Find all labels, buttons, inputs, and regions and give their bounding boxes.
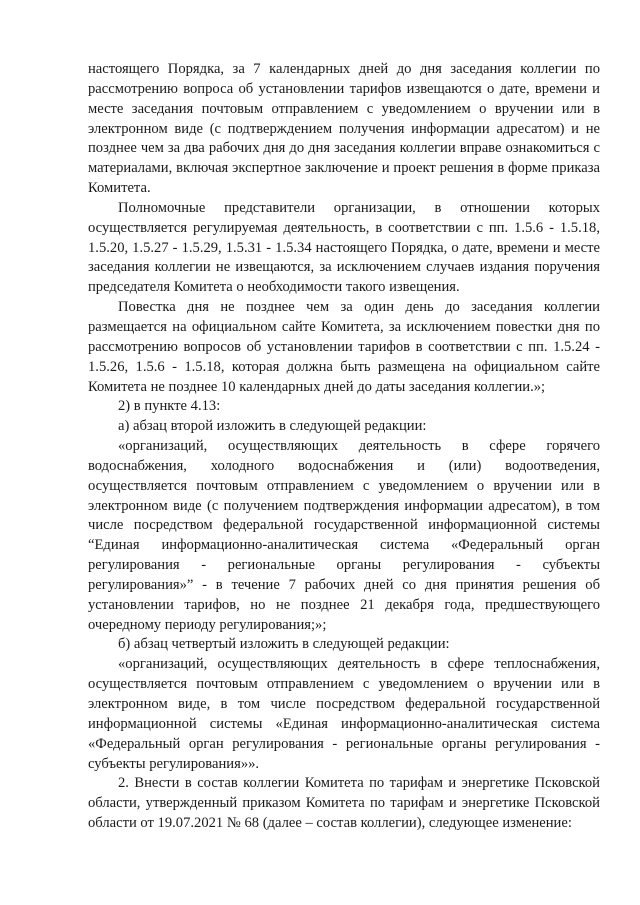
- paragraph-collegium-composition: 2. Внести в состав коллегии Комитета по тарифам и энергетике Псковской области, утвержденный приказом Комитета по тарифам и энергетике Псковской области от 19.07.2021 № 68 (далее – состав коллегии), следующее изменение:: [88, 775, 600, 832]
- paragraph-water-supply-quote: «организаций, осуществляющих деятельность в сфере горячего водоснабжения, холодного водоснабжения и (или) водоотведения, осуществляется почтовым отправлением с уведомлением о вручении или в электронном виде (с получением подтверждения информации адресатом), в том числе посредством федеральной государственной информационной системы “Единая информационно-аналитическая система «Федеральный орган регулирования - региональные органы регулирования - субъекты регулирования»” - в течение 7 рабочих дней со дня принятия решения об установлении тарифов, но не позднее 21 декабря года, предшествующего очередному периоду регулирования;»;: [88, 438, 600, 633]
- paragraph-notice-procedure: настоящего Порядка, за 7 календарных дней до дня заседания коллегии по рассмотрению вопроса об установлении тарифов извещаются о дате, времени и месте заседания почтовым отправлением с уведомлением о вручении или в электронном виде (с подтверждением получения информации адресатом) и не позднее чем за два рабочих дня до дня заседания коллегии вправе ознакомиться с материалами, включая экспертное заключение и проект решения в форме приказа Комитета.: [88, 61, 600, 197]
- paragraph-agenda: Повестка дня не позднее чем за один день до заседания коллегии размещается на официальном сайте Комитета, за исключением повестки дня по рассмотрению вопросов об установлении тарифов в соответствии с пп. 1.5.24 - 1.5.26, 1.5.6 - 1.5.18, которая должна быть размещена на официальном сайте Комитета не позднее 10 календарных дней до даты заседания коллегии.»;: [88, 299, 600, 395]
- paragraph-item-4-13: 2) в пункте 4.13:: [118, 398, 221, 415]
- document-page: [88, 60, 600, 834]
- paragraph-subitem-a: а) абзац второй изложить в следующей редакции:: [118, 418, 427, 435]
- paragraph-authorized-representatives: Полномочные представители организации, в отношении которых осуществляется регулируемая деятельность, в соответствии с пп. 1.5.6 - 1.5.18, 1.5.20, 1.5.27 - 1.5.29, 1.5.31 - 1.5.34 настоящего Порядка, о дате, времени и месте заседания коллегии не извещаются, за исключением случаев издания поручения председателя Комитета о необходимости такого извещения.: [88, 199, 600, 296]
- paragraph-heat-supply-quote: «организаций, осуществляющих деятельность в сфере теплоснабжения, осуществляется почтовым отправлением с уведомлением о вручении или в электронном виде, в том числе посредством федеральной государственной информационной системы «Единая информационно-аналитическая система «Федеральный орган регулирования - региональные органы регулирования - субъекты регулирования»».: [88, 656, 600, 772]
- paragraph-subitem-b: б) абзац четвертый изложить в следующей редакции:: [118, 636, 450, 653]
